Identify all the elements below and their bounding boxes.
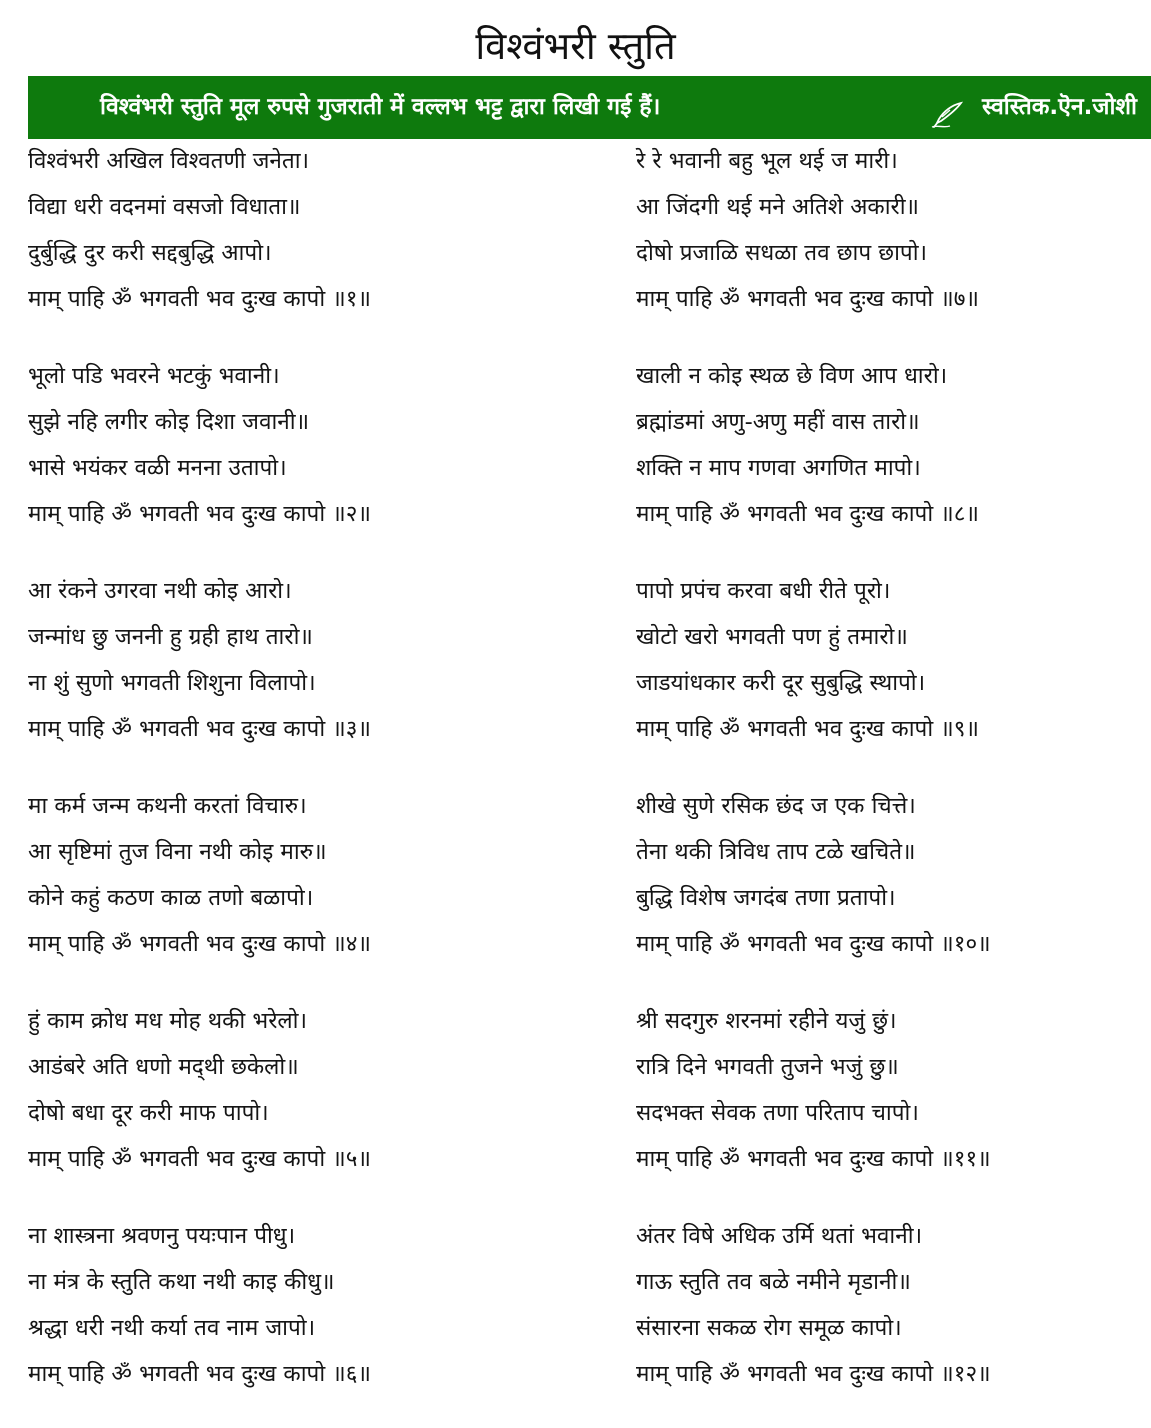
- stanza-9: [636, 568, 1151, 752]
- stanza-2: [28, 353, 588, 537]
- verse-line: ना शुं सुणो भगवती शिशुना विलापो।: [28, 670, 316, 696]
- verse-line: पापो प्रपंच करवा बधी रीते पूरो।: [636, 578, 891, 604]
- verse-line: जन्मांध छु जननी हु ग्रही हाथ तारो॥: [28, 624, 313, 650]
- stanza-3: [28, 568, 588, 752]
- verse-line: तेना थकी त्रिविध ताप टळे खचिते॥: [636, 839, 916, 865]
- verse-line: सुझे नहि लगीर कोइ दिशा जवानी॥: [28, 409, 310, 435]
- stanza-8: [636, 353, 1151, 537]
- stanza-5: [28, 998, 588, 1182]
- intro-banner: [28, 76, 1151, 139]
- verse-line: रात्रि दिने भगवती तुजने भजुं छु॥: [636, 1054, 899, 1080]
- stanza-11: [636, 998, 1151, 1182]
- refrain-line: माम् पाहि ॐ भगवती भव दुःख कापो ॥८॥: [636, 501, 979, 527]
- stanza-4: [28, 783, 588, 967]
- verse-line: दुर्बुद्धि दुर करी सद्दबुद्धि आपो।: [28, 240, 272, 266]
- refrain-line: माम् पाहि ॐ भगवती भव दुःख कापो ॥९॥: [636, 716, 979, 742]
- stanza-10: [636, 783, 1151, 967]
- right-column: [636, 138, 1151, 1428]
- verse-line: खाली न कोइ स्थळ छे विण आप धारो।: [636, 363, 948, 389]
- verse-line: दोषो बधा दूर करी माफ पापो।: [28, 1100, 269, 1126]
- stanza-7: [636, 138, 1151, 322]
- refrain-line: माम् पाहि ॐ भगवती भव दुःख कापो ॥१०॥: [636, 931, 991, 957]
- verse-line: गाऊ स्तुति तव बळे नमीने मृडानी॥: [636, 1269, 911, 1295]
- stanza-12: [636, 1213, 1151, 1397]
- verse-line: श्री सदगुरु शरनमां रहीने यजुं छुं।: [636, 1008, 897, 1034]
- refrain-line: माम् पाहि ॐ भगवती भव दुःख कापो ॥४॥: [28, 931, 371, 957]
- left-column: [28, 138, 588, 1428]
- verse-line: हुं काम क्रोध मध मोह थकी भरेलो।: [28, 1008, 308, 1034]
- verse-line: आडंबरे अति धणो मद्थी छकेलो॥: [28, 1054, 299, 1080]
- verse-line: भासे भयंकर वळी मनना उतापो।: [28, 455, 287, 481]
- quill-pen-icon: [930, 91, 964, 119]
- verse-line: श्रद्धा धरी नथी कर्या तव नाम जापो।: [28, 1315, 316, 1341]
- banner-author: [930, 76, 1137, 139]
- verse-line: ब्रह्मांडमां अणु-अणु महीं वास तारो॥: [636, 409, 920, 435]
- verse-line: शक्ति न माप गणवा अगणित मापो।: [636, 455, 921, 481]
- verse-line: सदभक्त सेवक तणा परिताप चापो।: [636, 1100, 919, 1126]
- refrain-line: माम् पाहि ॐ भगवती भव दुःख कापो ॥१२॥: [636, 1361, 991, 1387]
- verse-line: भूलो पडि भवरने भटकुं भवानी।: [28, 363, 280, 389]
- refrain-line: माम् पाहि ॐ भगवती भव दुःख कापो ॥२॥: [28, 501, 371, 527]
- verse-line: अंतर विषे अधिक उर्मि थतां भवानी।: [636, 1223, 923, 1249]
- verse-line: विश्वंभरी अखिल विश्वतणी जनेता।: [28, 148, 310, 174]
- verse-line: शीखे सुणे रसिक छंद ज एक चित्ते।: [636, 793, 916, 819]
- refrain-line: माम् पाहि ॐ भगवती भव दुःख कापो ॥३॥: [28, 716, 371, 742]
- verse-line: संसारना सकळ रोग समूळ कापो।: [636, 1315, 902, 1341]
- verse-line: विद्या धरी वदनमां वसजो विधाता॥: [28, 194, 301, 220]
- verse-line: मा कर्म जन्म कथनी करतां विचारु।: [28, 793, 307, 819]
- refrain-line: माम् पाहि ॐ भगवती भव दुःख कापो ॥१॥: [28, 286, 371, 312]
- author-name: स्वस्तिक.ऎन.जोशी: [982, 94, 1137, 120]
- verse-line: आ रंकने उगरवा नथी कोइ आरो।: [28, 578, 292, 604]
- refrain-line: माम् पाहि ॐ भगवती भव दुःख कापो ॥६॥: [28, 1361, 371, 1387]
- verse-line: ना शास्त्रना श्रवणनु पयःपान पीधु।: [28, 1223, 296, 1249]
- verse-line: दोषो प्रजाळि सधळा तव छाप छापो।: [636, 240, 928, 266]
- refrain-line: माम् पाहि ॐ भगवती भव दुःख कापो ॥७॥: [636, 286, 979, 312]
- verse-line: कोने कहुं कठण काळ तणो बळापो।: [28, 885, 314, 911]
- verse-line: आ सृष्टिमां तुज विना नथी कोइ मारु॥: [28, 839, 327, 865]
- banner-text: विश्वंभरी स्तुति मूल रुपसे गुजराती में वल्लभ भट्ट द्वारा लिखी गई हैं।: [100, 94, 661, 120]
- refrain-line: माम् पाहि ॐ भगवती भव दुःख कापो ॥५॥: [28, 1146, 371, 1172]
- verse-line: रे रे भवानी बहु भूल थई ज मारी।: [636, 148, 898, 174]
- verse-line: बुद्धि विशेष जगदंब तणा प्रतापो।: [636, 885, 896, 911]
- verse-line: जाडयांधकार करी दूर सुबुद्धि स्थापो।: [636, 670, 926, 696]
- page-title: विश्वंभरी स्तुति: [475, 24, 676, 68]
- verse-line: खोटो खरो भगवती पण हुं तमारो॥: [636, 624, 908, 650]
- verse-line: आ जिंदगी थई मने अतिशे अकारी॥: [636, 194, 920, 220]
- verse-line: ना मंत्र के स्तुति कथा नथी काइ कीधु॥: [28, 1269, 335, 1295]
- refrain-line: माम् पाहि ॐ भगवती भव दुःख कापो ॥११॥: [636, 1146, 991, 1172]
- stanza-6: [28, 1213, 588, 1397]
- stanza-1: [28, 138, 588, 322]
